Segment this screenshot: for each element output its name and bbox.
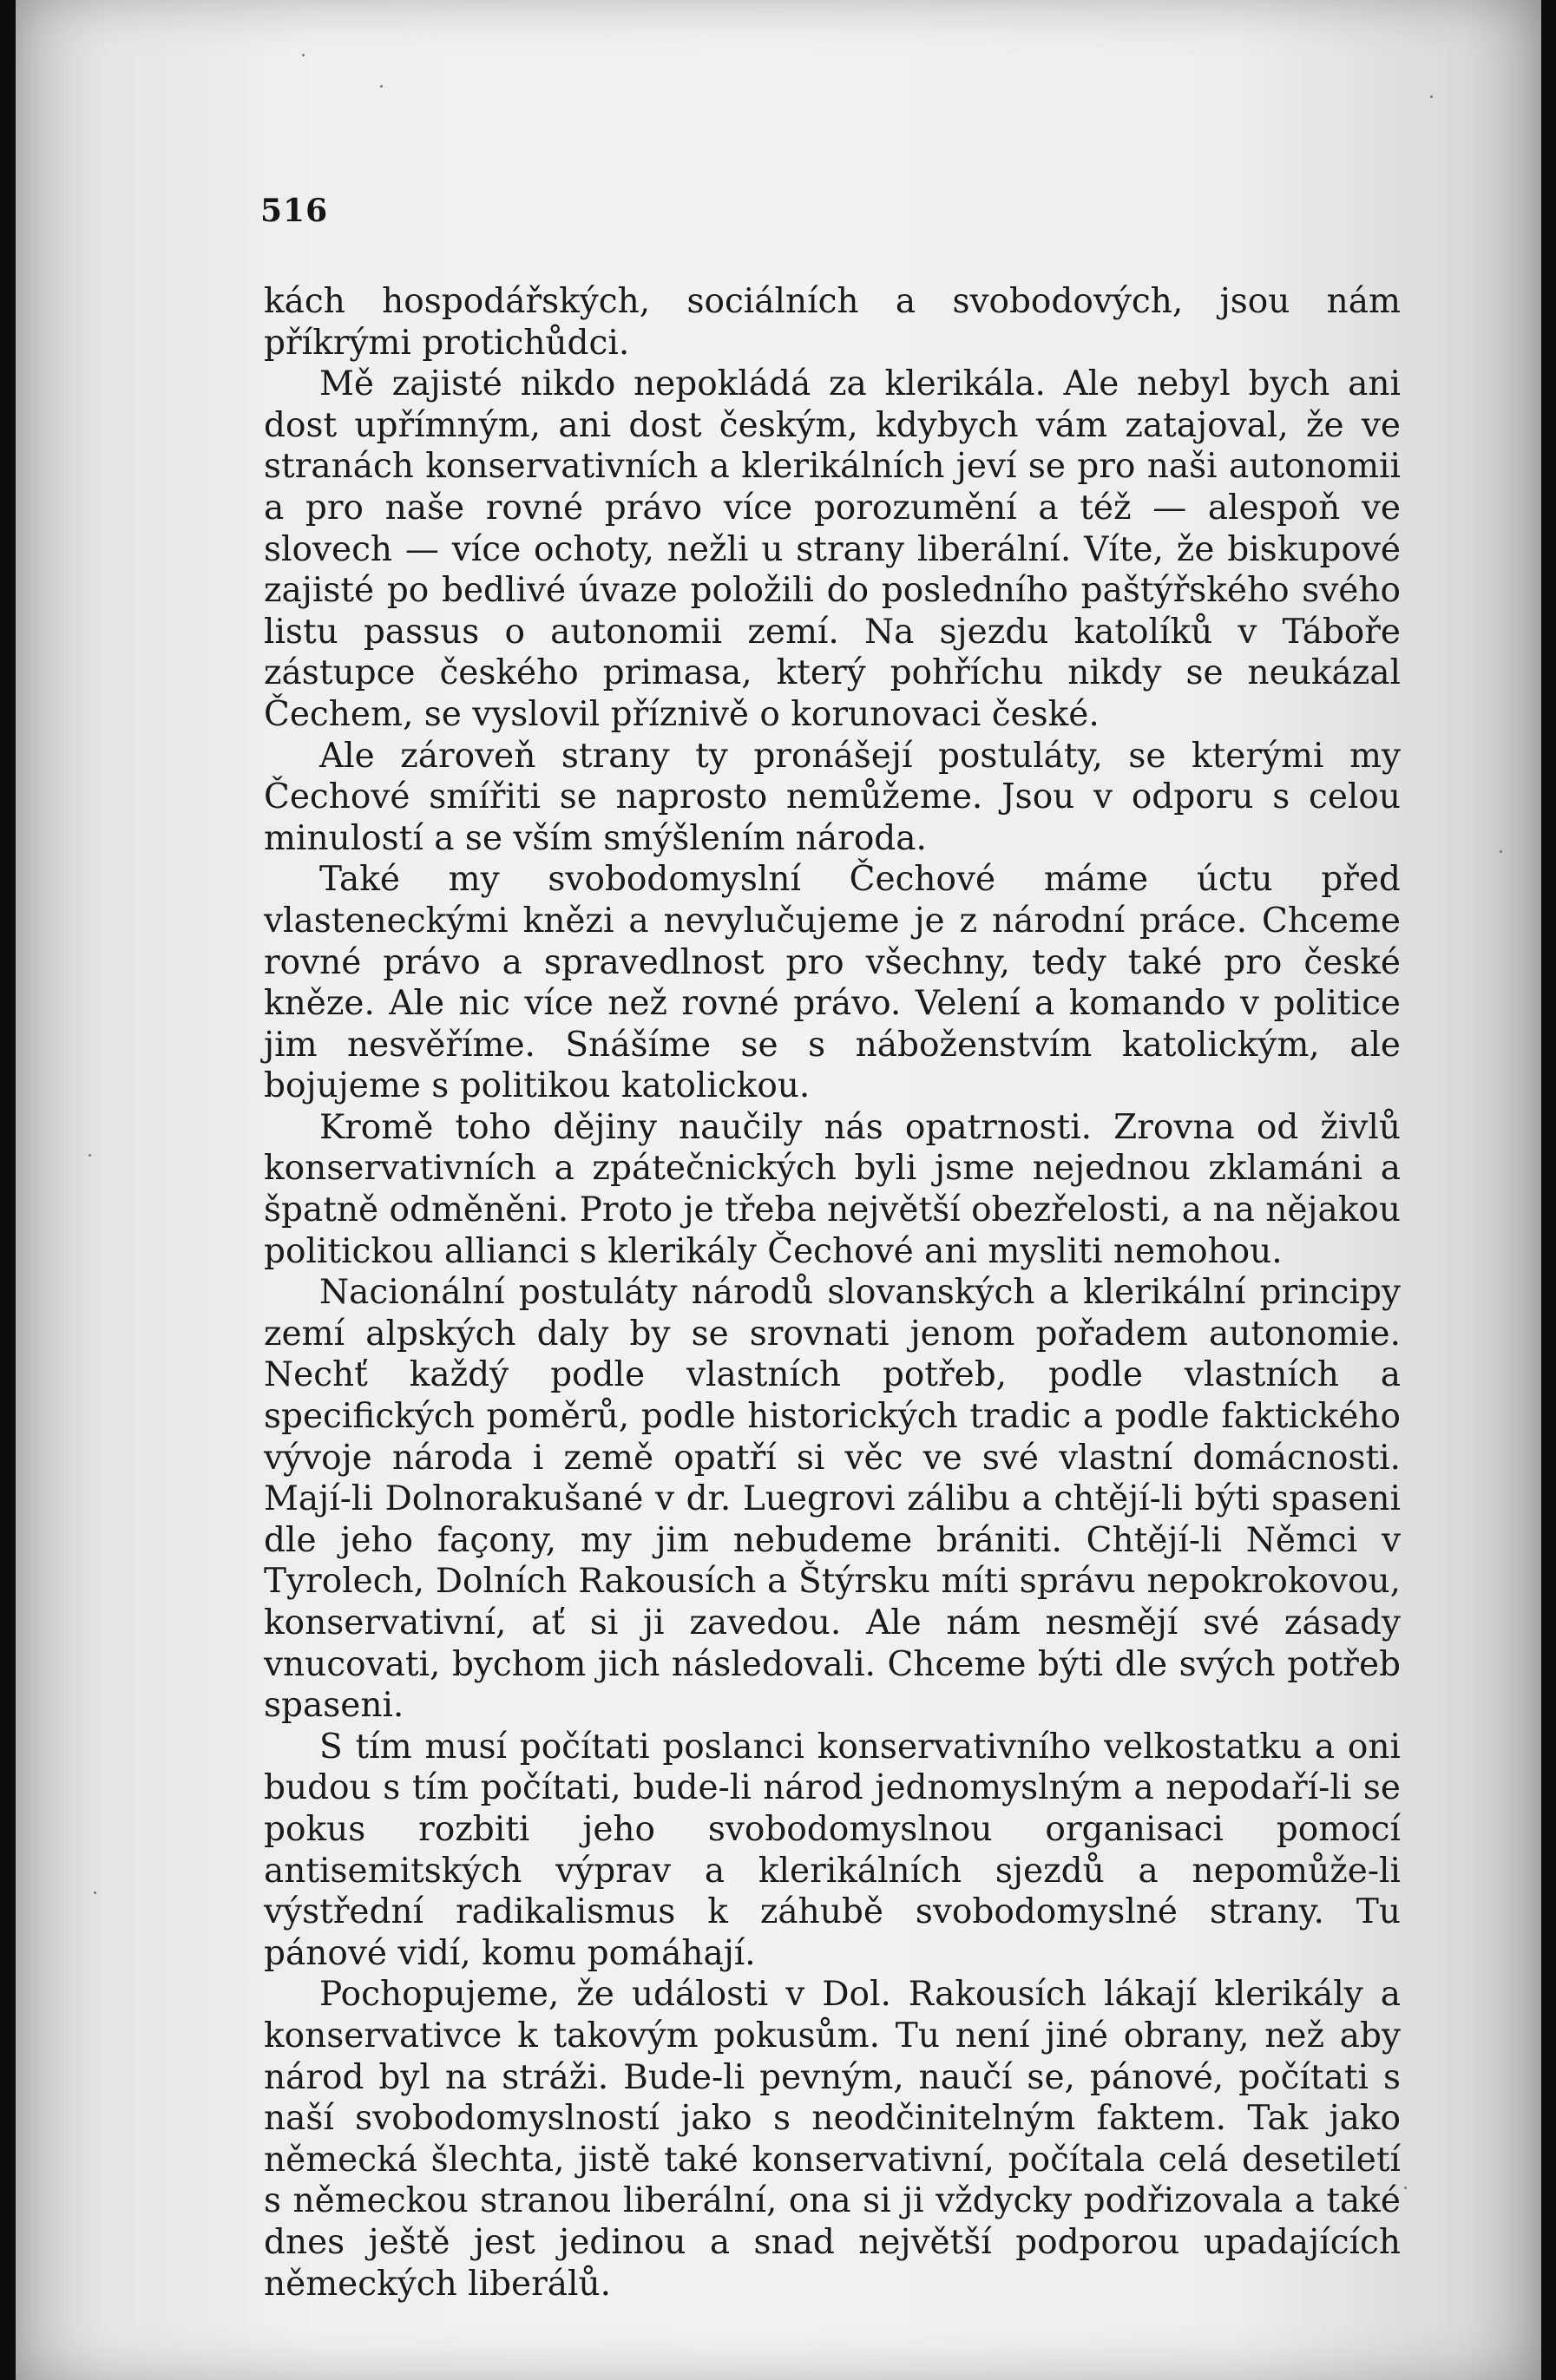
paragraph: kách hospodářských, sociálních a svobodových, jsou nám příkrými protichůdci. (264, 282, 1401, 363)
scan-speck (302, 54, 305, 56)
scan-speck (89, 1154, 91, 1157)
paragraph: Ale zároveň strany ty pronášejí postuláty, se kterými my Čechové smířiti se naprosto nemůžeme. Jsou v odporu s celou minulostí a se vším smýšlením národa. (264, 736, 1401, 858)
paragraph: Také my svobodomyslní Čechové máme úctu před vlasteneckými knězi a nevylučujeme je z národní práce. Chceme rovné právo a spravedlnost pro všechny, tedy také pro české kněze. Ale nic více než rovné právo. Velení a komando v politice jim nesvěříme. Snášíme se s náboženstvím katolickým, ale bojujeme s politikou katolickou. (264, 860, 1401, 1106)
scan-speck (1500, 850, 1502, 853)
scan-speck (1430, 95, 1433, 98)
scan-speck (1404, 2187, 1407, 2189)
paragraph: Kromě toho dějiny naučily nás opatrnosti. Zrovna od živlů konservativních a zpátečnických byli jsme nejednou zklamáni a špatně odměněni. Proto je třeba největší obezřelosti, a na nějakou politickou allianci s klerikály Čechové ani mysliti nemohou. (264, 1107, 1401, 1271)
paragraph: Pochopujeme, že události v Dol. Rakousích lákají klerikály a konservativce k takovým pokusům. Tu není jiné obrany, než aby národ byl na stráži. Bude-li pevným, naučí se, pánové, počítati s naší svobodomyslností jako s neodčinitelným faktem. Tak jako německá šlechta, jistě také konservativní, počítala celá desetiletí s německou stranou liberální, ona si ji vždycky podřizovala a také dnes ještě jest jedinou a snad největší podporou upadajících německých liberálů. (264, 1975, 1401, 2304)
page-number: 516 (260, 193, 329, 229)
book-page (16, 0, 1541, 2380)
scan-speck (94, 1892, 96, 1894)
paragraph: Mě zajisté nikdo nepokládá za klerikála. Ale nebyl bych ani dost upřímným, ani dost českým, kdybych vám zatajoval, že ve stranách konservativních a klerikálních jeví se pro naši autonomii a pro naše rovné právo více porozumění a též — alespoň ve slovech — více ochoty, nežli u strany liberální. Víte, že biskupové zajisté po bedlivé úvaze položili do posledního paštýřského svého listu passus o autonomii zemí. Na sjezdu katolíků v Táboře zástupce českého primasa, který pohříchu nikdy se neukázal Čechem, se vyslovil příznivě o korunovaci české. (264, 364, 1401, 734)
paragraph: Nacionální postuláty národů slovanských a klerikální principy zemí alpských daly by se srovnati jenom pořadem autonomie. Nechť každý podle vlastních potřeb, podle vlastních a specifických poměrů, podle historických tradic a podle faktického vývoje národa i země opatří si věc ve své vlastní domácnosti. Mají-li Dolnorakušané v dr. Luegrovi zálibu a chtějí-li býti spaseni dle jeho façony, my jim nebudeme brániti. Chtějí-li Němci v Tyrolech, Dolních Rakousích a Štýrsku míti správu nepokrokovou, konservativní, ať si ji zavedou. Ale nám nesmějí své zásady vnucovati, bychom jich následovali. Chceme býti dle svých potřeb spaseni. (264, 1273, 1401, 1726)
body-text (264, 281, 1401, 2305)
paragraph: S tím musí počítati poslanci konservativního velkostatku a oni budou s tím počítati, bude-li národ jednomyslným a nepodaří-li se pokus rozbiti jeho svobodomyslnou organisaci pomocí antisemitských výprav a klerikálních sjezdů a nepomůže-li výstřední radikalismus k záhubě svobodomyslné strany. Tu pánové vidí, komu pomáhají. (264, 1727, 1401, 1973)
scan-speck (380, 85, 383, 88)
